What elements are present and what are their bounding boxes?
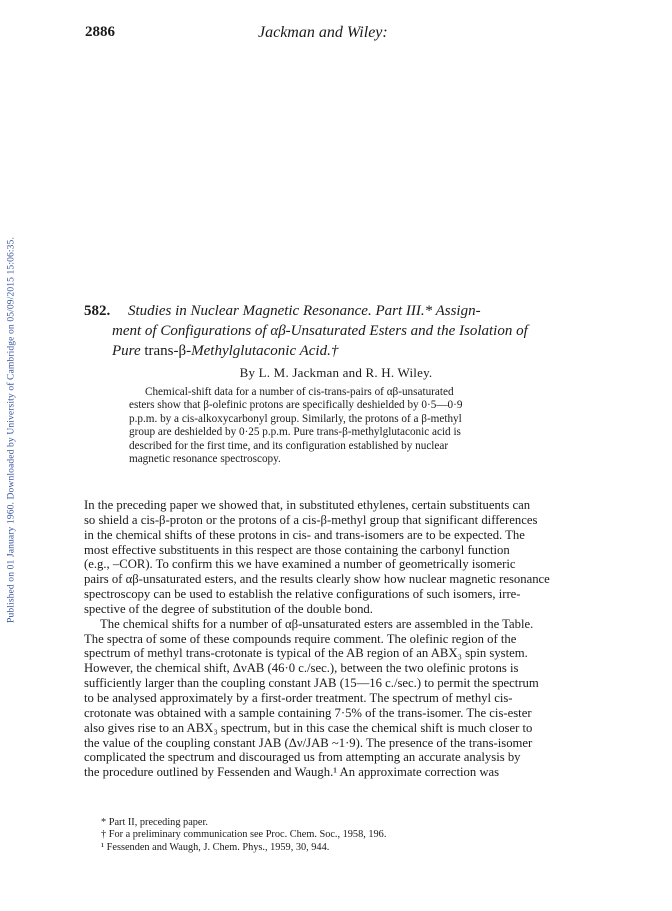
title-line-3: [84, 341, 592, 361]
title-line-1: Studies in Nuclear Magnetic Resonance. Part III.* Assign-: [128, 303, 481, 319]
body-line: most effective substituents in this respect are those containing the carbonyl function: [84, 542, 510, 557]
body-line: The spectra of some of these compounds require comment. The olefinic region of the: [84, 631, 517, 646]
page-number: 2886: [85, 24, 115, 40]
footnote: † For a preliminary communication see Proc. Chem. Soc., 1958, 196.: [101, 829, 387, 841]
authors: By L. M. Jackman and R. H. Wiley.: [239, 365, 433, 380]
body-line: spectrum of methyl trans-crotonate is typical of the AB region of an ABX₃ spin system.: [84, 646, 528, 661]
body-line: spectroscopy can be used to establish the relative configurations of such isomers, irre-: [84, 587, 521, 602]
abstract-line: Chemical-shift data for a number of cis-trans-pairs of αβ-unsaturated: [145, 386, 454, 398]
download-stamp: [4, 150, 18, 710]
footnotes: [101, 817, 592, 854]
body-line: sufficiently larger than the coupling constant JAB (15—16 c./sec.) to permit the spectrum: [84, 676, 539, 691]
body-line: so shield a cis-β-proton or the protons of a cis-β-methyl group that significant differences: [84, 512, 538, 527]
footnote: * Part II, preceding paper.: [101, 817, 208, 828]
body-line: the procedure outlined by Fessenden and Waugh.¹ An approximate correction was: [84, 765, 500, 780]
body-line: (e.g., –COR). To confirm this we have examined a number of geometrically isomeric: [84, 557, 516, 572]
body-line: complicated the spectrum and discouraged us from attempting an accurate analysis by: [84, 750, 521, 765]
body-line: the value of the coupling constant JAB (Δν/JAB ~1·9). The presence of the trans-isomer: [84, 735, 533, 750]
body-line: in the chemical shifts of these protons in cis- and trans-isomers are to be expected. The: [84, 527, 525, 542]
abstract-line: described for the first time, and its configuration established by nuclear: [129, 439, 449, 452]
abstract-line: esters show that β-olefinic protons are specifically deshielded by 0·5—0·9: [129, 399, 463, 412]
title-line-2: ment of Configurations of αβ-Unsaturated Esters and the Isolation of: [112, 323, 528, 339]
abstract-line: magnetic resonance spectroscopy.: [129, 453, 281, 466]
title-line-3-pre: Pure: [112, 343, 145, 359]
body-line: to be analysed approximately by a first-order treatment. The spectrum of methyl cis-: [84, 690, 513, 705]
abstract-line: group are deshielded by 0·25 p.p.m. Pure trans-β-methylglutaconic acid is: [129, 426, 461, 439]
abstract: [129, 386, 553, 466]
running-head: Jackman and Wiley:: [258, 24, 388, 41]
body-text: [84, 498, 592, 780]
download-stamp-text: Published on 01 January 1960. Downloaded by University of Cambridge on 05/09/2015 15:06:35.: [5, 237, 17, 623]
title-line-3-roman: trans-β-: [144, 343, 192, 359]
article-title: [84, 301, 592, 361]
body-line: spective of the degree of substitution of the double bond.: [84, 601, 373, 616]
body-line: also gives rise to an ABX₃ spectrum, but in this case the chemical shift is much closer to: [84, 720, 533, 735]
article-number: 582.: [84, 303, 111, 319]
footnote: ¹ Fessenden and Waugh, J. Chem. Phys., 1959, 30, 944.: [101, 841, 330, 853]
body-line: In the preceding paper we showed that, in substituted ethylenes, certain substituents can: [84, 498, 531, 512]
title-line-3-post: Methylglutaconic Acid.†: [191, 343, 339, 359]
body-line: pairs of αβ-unsaturated esters, and the results clearly show how nuclear magnetic resonance: [84, 572, 550, 587]
abstract-line: p.p.m. by a cis-alkoxycarbonyl group. Similarly, the protons of a β-methyl: [129, 412, 462, 425]
body-line: However, the chemical shift, ΔνAB (46·0 c./sec.), between the two olefinic protons is: [84, 661, 519, 676]
body-line: crotonate was obtained with a sample containing 7·5% of the trans-isomer. The cis-ester: [84, 705, 532, 720]
body-line: The chemical shifts for a number of αβ-unsaturated esters are assembled in the Table.: [100, 616, 534, 631]
